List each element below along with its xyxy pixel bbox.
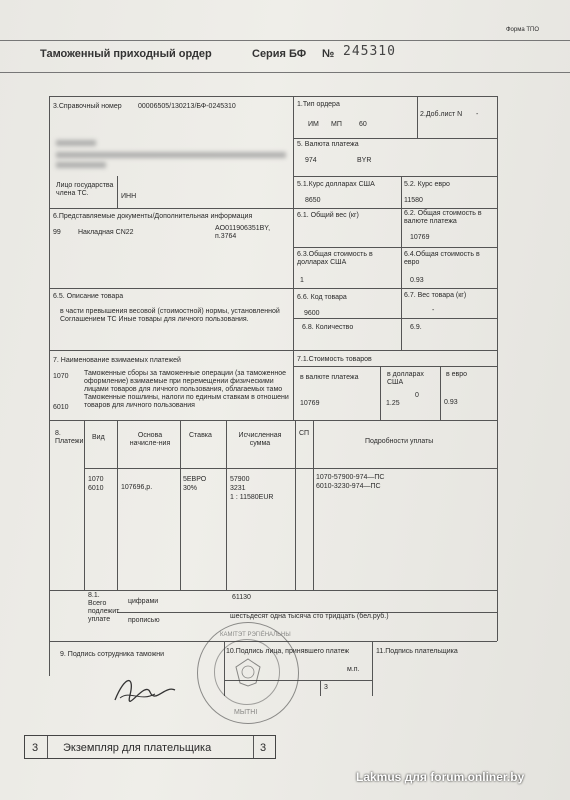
total-digits: 61130 xyxy=(232,594,251,601)
box4-inn-label: ИНН xyxy=(121,193,137,200)
grid-line-left xyxy=(49,96,50,676)
box62-value: 10769 xyxy=(410,234,430,241)
box7-label: 7. Наименование взимаемых платежей xyxy=(53,357,181,364)
box71-val-eur: 0.93 xyxy=(444,399,458,406)
grid-line xyxy=(84,468,497,469)
box65-text: в части превышения весовой (стоимостной) нормы, установленной Соглашением ТС Иные товары для личного пользования. xyxy=(60,308,280,323)
digits-label: цифрами xyxy=(128,598,159,605)
grid-line xyxy=(372,641,373,696)
box6-label: 6.Представляемые документы/Дополнительная информация xyxy=(53,213,253,220)
small-box-digit: 3 xyxy=(324,684,328,691)
redacted-text xyxy=(56,152,286,158)
grid-line xyxy=(49,350,497,351)
grid-line xyxy=(253,736,254,758)
box62-label: 6.2. Общая стоимость в валюте платежа xyxy=(404,210,482,225)
box69-label: 6.9. xyxy=(410,324,422,331)
box7-code2: 6010 xyxy=(53,404,69,411)
form-title: Таможенный приходный ордер xyxy=(40,48,212,60)
total-words: шестьдесят одна тысяча сто тридцать (бел.руб.) xyxy=(230,613,389,620)
copy-label-box xyxy=(24,735,276,759)
box7-code1: 1070 xyxy=(53,373,69,380)
grid-line-right xyxy=(497,96,498,641)
official-stamp xyxy=(197,622,299,724)
coat-of-arms-icon xyxy=(234,657,262,687)
box9-label: 9. Подпись сотрудника таможни xyxy=(60,651,165,658)
box63-value: 1 xyxy=(300,277,304,284)
grid-line xyxy=(84,420,85,590)
copy-number-right: 3 xyxy=(260,742,267,754)
box68-label: 6.8. Количество xyxy=(302,324,354,331)
grid-line xyxy=(440,366,441,420)
box71-val-currency: 10769 xyxy=(300,400,320,407)
box5-code: 974 xyxy=(305,157,317,164)
col-rate-header: Ставка xyxy=(189,432,212,439)
rate-note: 1 : 11580EUR xyxy=(230,494,274,501)
box64-value: 0.93 xyxy=(410,277,424,284)
box8-label: 8. Платежи xyxy=(55,430,84,445)
box4-person-label: Лицо государства члена ТС. xyxy=(56,182,114,197)
grid-line xyxy=(380,366,381,420)
row2-type: 6010 xyxy=(88,485,104,492)
box52-label: 5.2. Курс евро xyxy=(404,181,450,188)
copy-number-left: 3 xyxy=(32,742,39,754)
words-label: прописью xyxy=(128,617,160,624)
col-details-header: Подробности уплаты xyxy=(365,438,434,445)
box1-value-a: ИМ xyxy=(308,121,319,128)
box71-val-usd: 1.25 xyxy=(386,400,400,407)
col-sp-header: СП xyxy=(299,430,310,437)
box5-label: 5. Валюта платежа xyxy=(297,141,359,148)
col-sum-header: Исчисленная сумма xyxy=(238,432,282,447)
stamp-bottom-text: МЫТНІ xyxy=(234,709,258,716)
box1-value-c: 60 xyxy=(359,121,367,128)
grid-line xyxy=(49,590,497,591)
row2-sum: 3231 xyxy=(230,485,246,492)
box71-label: 7.1.Стоимость товаров xyxy=(297,356,372,363)
grid-line xyxy=(49,208,497,209)
signature-image xyxy=(110,670,180,710)
grid-line xyxy=(313,420,314,590)
grid-line xyxy=(293,318,497,319)
box67-label: 6.7. Вес товара (кг) xyxy=(404,292,467,299)
box71-col-usd: в долларах США xyxy=(387,371,424,386)
box10-mp: м.п. xyxy=(347,666,360,673)
box2-label: 2.Доб.лист N xyxy=(420,111,463,118)
grid-line xyxy=(295,420,296,590)
row1-rate: 5ЕВРО xyxy=(183,476,207,483)
grid-line xyxy=(320,680,321,696)
box67-value: - xyxy=(432,307,435,314)
col-type-header: Вид xyxy=(92,434,105,441)
grid-line xyxy=(417,96,418,138)
grid-line xyxy=(117,176,118,208)
box1-value-b: МП xyxy=(331,121,342,128)
copy-label: Экземпляр для плательщика xyxy=(63,742,212,754)
row2-details: 6010-3230-974—ПС xyxy=(316,483,381,490)
grid-line xyxy=(293,176,497,177)
grid-line xyxy=(226,420,227,590)
box52-value: 11580 xyxy=(404,197,423,204)
box81-label: 8.1. Всего подлежит уплате xyxy=(88,592,120,623)
grid-line xyxy=(293,247,497,248)
box65-label: 6.5. Описание товара xyxy=(53,293,124,300)
row2-rate: 30% xyxy=(183,485,198,492)
row1-type: 1070 xyxy=(88,476,104,483)
box61-label: 6.1. Общий вес (кг) xyxy=(297,212,359,219)
box51-value: 8650 xyxy=(305,197,321,204)
box7-text: Таможенные сборы за таможенные операции (за таможенное оформление) взимаемые при перемещении физическими лицами товаров для личного пользования, облагаемых тамо Таможенные пошлины, налоги по единым ставкам в отношени товаров для личного пользования xyxy=(84,370,289,409)
number-sign: № xyxy=(322,48,335,60)
box11-label: 11.Подпись плательщика xyxy=(376,648,458,655)
box5-currency: BYR xyxy=(357,157,372,164)
box6-doc: Накладная CN22 xyxy=(78,229,134,236)
header-rule xyxy=(0,72,570,73)
box71-val-usd-top: 0 xyxy=(415,392,419,399)
box1-label: 1.Тип ордера xyxy=(297,101,340,108)
box63-label: 6.3.Общая стоимость в долларах США xyxy=(297,251,373,266)
box66-value: 9600 xyxy=(304,310,320,317)
serial-number: 245310 xyxy=(343,44,396,59)
series-label: Серия БФ xyxy=(252,48,307,60)
box66-label: 6.6. Код товара xyxy=(297,294,347,301)
box6-ref2: п.3764 xyxy=(215,233,237,240)
box6-code: 99 xyxy=(53,229,61,236)
top-rule xyxy=(0,40,570,41)
box71-col-currency: в валюте платежа xyxy=(300,374,359,381)
box3-value: 00006505/130213/БФ-0245310 xyxy=(138,103,236,110)
grid-line xyxy=(49,96,497,97)
box10-label: 10.Подпись лица, принявшего платеж xyxy=(226,648,350,655)
box6-ref1: AO011906351BY, xyxy=(215,225,271,232)
box2-value: - xyxy=(476,111,479,118)
grid-line xyxy=(293,366,497,367)
box3-label: 3.Справочный номер xyxy=(53,103,122,110)
watermark: Lakmus для forum.onliner.by xyxy=(356,770,525,784)
stamp-top-text: КАМІТЭТ РЭГІЁНАЛЬНЫ xyxy=(220,632,291,638)
box64-label: 6.4.Общая стоимость в евро xyxy=(404,251,480,266)
grid-line xyxy=(293,138,497,139)
grid-line xyxy=(49,288,497,289)
grid-line xyxy=(401,288,402,350)
row1-sum: 57900 xyxy=(230,476,250,483)
grid-line xyxy=(47,736,48,758)
grid-line-mid xyxy=(293,96,294,420)
redacted-text xyxy=(56,140,96,146)
box51-label: 5.1.Курс долларах США xyxy=(297,181,375,188)
col-basis-header: Основа начисле-ния xyxy=(129,432,171,447)
grid-line xyxy=(401,176,402,288)
row2-basis: 107696,р. xyxy=(121,484,153,491)
row1-details: 1070-57900-974—ПС xyxy=(316,474,385,481)
redacted-text xyxy=(56,162,106,168)
grid-line xyxy=(180,420,181,590)
grid-line xyxy=(117,420,118,590)
form-label: Форма ТПО xyxy=(506,27,540,33)
box71-col-eur: в евро xyxy=(446,371,468,378)
